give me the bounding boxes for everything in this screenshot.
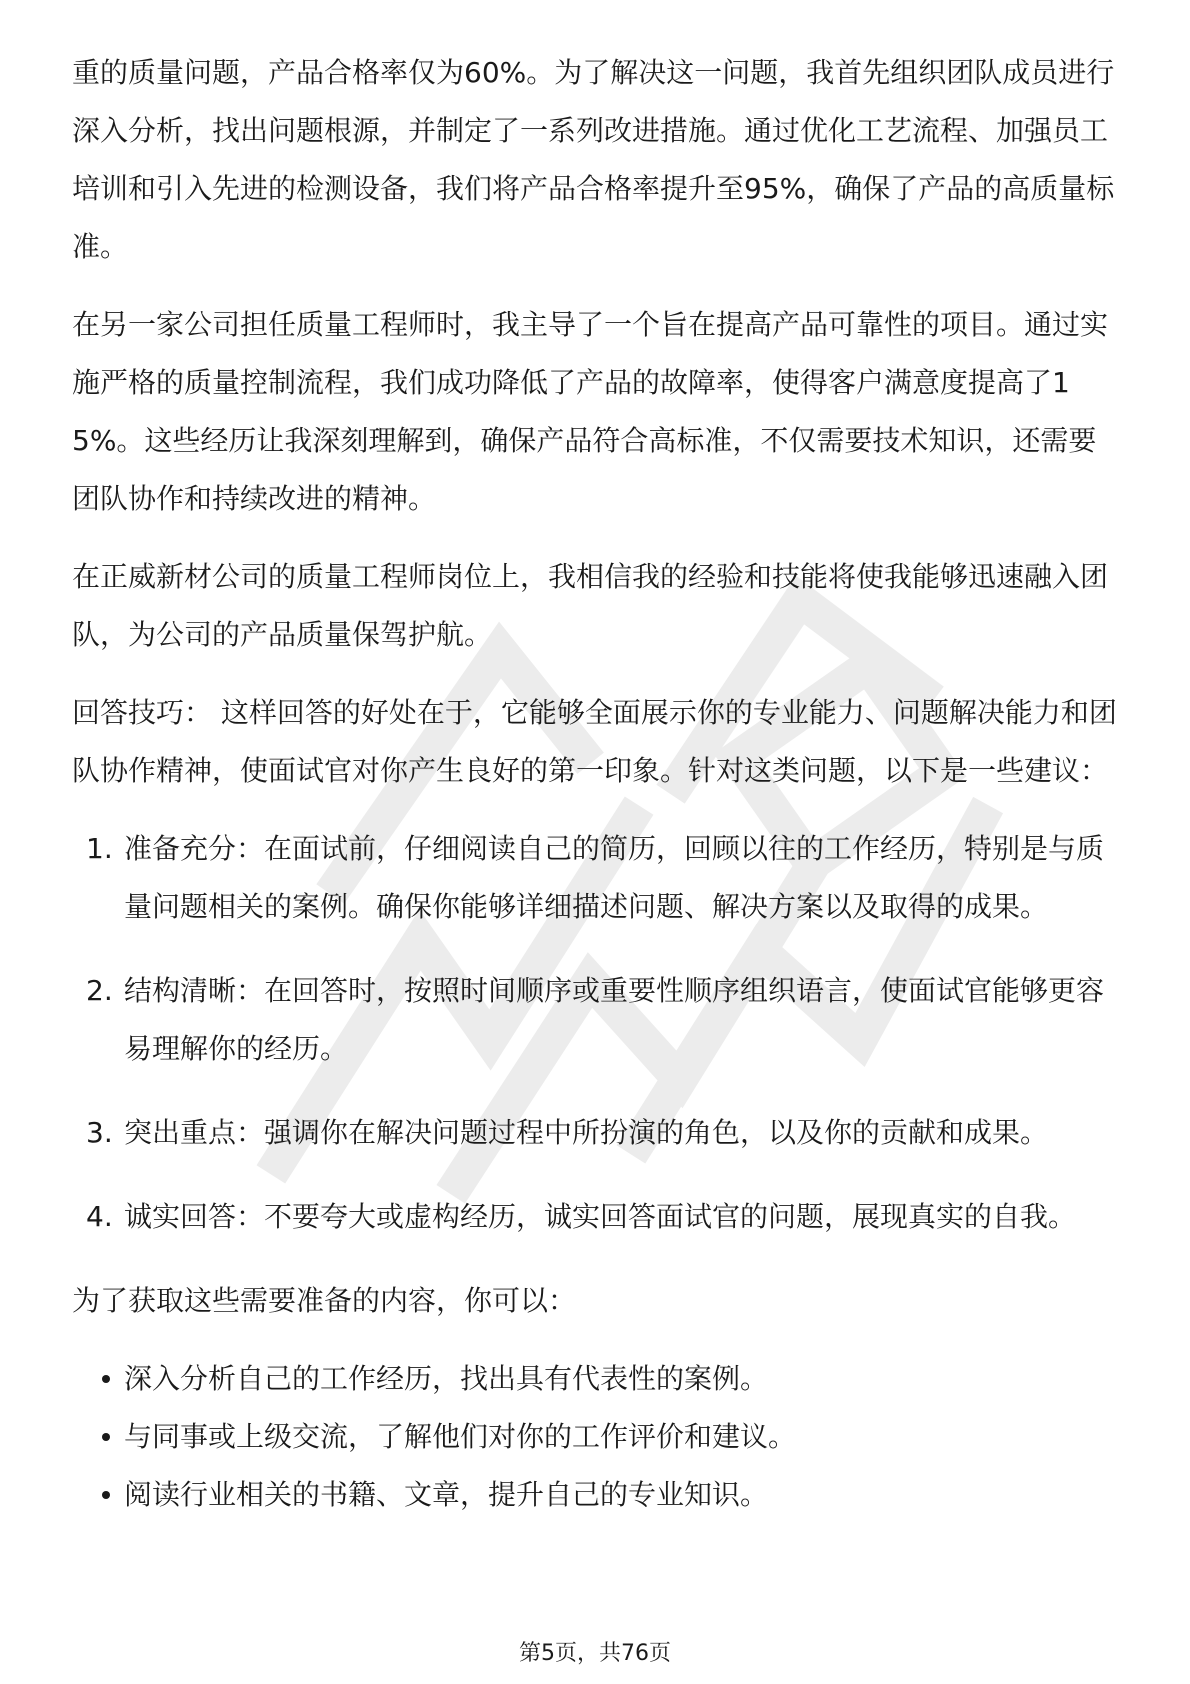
paragraph-answer-tips: 回答技巧： 这样回答的好处在于，它能够全面展示你的专业能力、问题解决能力和团队协作精神，使面试官对你产生良好的第一印象。针对这类问题，以下是一些建议： (72, 696, 1117, 787)
list-item-text: 深入分析自己的工作经历，找出具有代表性的案例。 (124, 1362, 769, 1395)
list-item (72, 1104, 1122, 1162)
list-item-text: 突出重点：强调你在解决问题过程中所扮演的角色，以及你的贡献和成果。 (124, 1116, 1049, 1149)
paragraph-position-fit: 在正威新材公司的质量工程师岗位上，我相信我的经验和技能将使我能够迅速融入团队，为公司的产品质量保驾护航。 (72, 560, 1109, 651)
list-number: 1. (86, 832, 113, 865)
list-item-text: 准备充分：在面试前，仔细阅读自己的简历，回顾以往的工作经历，特别是与质量问题相关的案例。确保你能够详细描述问题、解决方案以及取得的成果。 (124, 832, 1105, 923)
paragraph-preparation-intro: 为了获取这些需要准备的内容，你可以： (72, 1284, 577, 1317)
list-item-text: 阅读行业相关的书籍、文章，提升自己的专业知识。 (124, 1478, 769, 1511)
list-item (72, 820, 1122, 936)
list-item (72, 1408, 1122, 1466)
bullet-icon (102, 1375, 110, 1383)
list-item-text: 与同事或上级交流，了解他们对你的工作评价和建议。 (124, 1420, 797, 1453)
list-item-text: 诚实回答：不要夸大或虚构经历，诚实回答面试官的问题，展现真实的自我。 (124, 1200, 1077, 1233)
document-body (72, 44, 1122, 1524)
list-number: 3. (86, 1116, 113, 1149)
paragraph-reliability-project: 在另一家公司担任质量工程师时，我主导了一个旨在提高产品可靠性的项目。通过实施严格的质量控制流程，我们成功降低了产品的故障率，使得客户满意度提高了15%。这些经历让我深刻理解到，确保产品符合高标准，不仅需要技术知识，还需要团队协作和持续改进的精神。 (72, 308, 1109, 515)
tips-list (72, 820, 1122, 1246)
paragraph-quality-issue: 重的质量问题，产品合格率仅为60%。为了解决这一问题，我首先组织团队成员进行深入分析，找出问题根源，并制定了一系列改进措施。通过优化工艺流程、加强员工培训和引入先进的检测设备，我们将产品合格率提升至95%，确保了产品的高质量标准。 (72, 56, 1115, 263)
list-number: 2. (86, 974, 113, 1007)
list-item (72, 962, 1122, 1078)
bullet-icon (102, 1433, 110, 1441)
list-item (72, 1350, 1122, 1408)
preparation-list (72, 1350, 1122, 1524)
list-item (72, 1466, 1122, 1524)
list-item-text: 结构清晰：在回答时，按照时间顺序或重要性顺序组织语言，使面试官能够更容易理解你的经历。 (124, 974, 1105, 1065)
bullet-icon (102, 1491, 110, 1499)
list-number: 4. (86, 1200, 113, 1233)
list-item (72, 1188, 1122, 1246)
page-number: 第5页，共76页 (519, 1641, 671, 1666)
